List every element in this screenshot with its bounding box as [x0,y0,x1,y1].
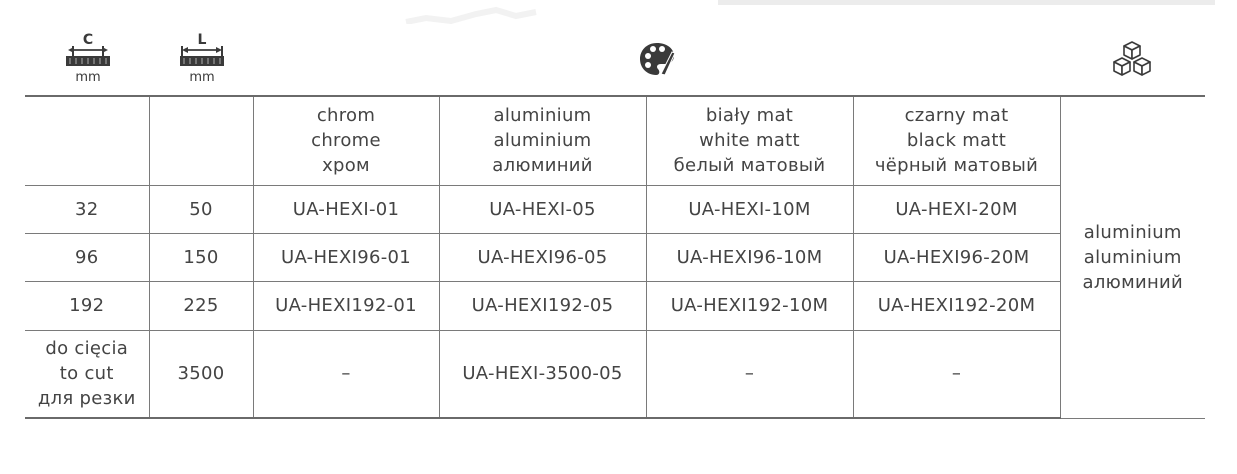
l-value: 225 [149,281,253,330]
code-aluminium: UA-HEXI-3500-05 [439,330,646,418]
code-aluminium: UA-HEXI96-05 [439,233,646,281]
faint-logo-fragment [396,0,546,24]
header-finish-chrome: chrom chrome хром [253,96,439,185]
code-black-matt: UA-HEXI-20M [853,185,1060,233]
c-dimension-icon [64,30,112,74]
spec-table [25,95,1205,419]
l-unit-label: mm [189,70,215,85]
c-unit-label: mm [75,70,101,85]
code-black-matt: – [853,330,1060,418]
header-finish-white-matt: biały mat white matt белый матовый [646,96,853,185]
c-value: do cięcia to cut для резки [25,330,149,418]
code-chrome: – [253,330,439,418]
header-row [25,96,1205,185]
cubes-icon [1110,40,1154,80]
code-aluminium: UA-HEXI-05 [439,185,646,233]
material-cell: aluminium aluminium алюминий [1060,96,1205,418]
code-white-matt: UA-HEXI96-10M [646,233,853,281]
l-value: 3500 [149,330,253,418]
code-chrome: UA-HEXI192-01 [253,281,439,330]
l-value: 50 [149,185,253,233]
code-chrome: UA-HEXI96-01 [253,233,439,281]
code-chrome: UA-HEXI-01 [253,185,439,233]
code-white-matt: – [646,330,853,418]
c-letter: C [82,32,94,48]
table-row [25,330,1205,418]
l-letter: L [197,32,207,48]
l-value: 150 [149,233,253,281]
code-black-matt: UA-HEXI96-20M [853,233,1060,281]
header-empty-c [25,96,149,185]
table-row [25,281,1205,330]
c-value: 192 [25,281,149,330]
c-value: 96 [25,233,149,281]
header-empty-l [149,96,253,185]
code-aluminium: UA-HEXI192-05 [439,281,646,330]
header-finish-aluminium: aluminium aluminium алюминий [439,96,646,185]
c-value: 32 [25,185,149,233]
table-row [25,185,1205,233]
l-dimension-icon [178,30,226,74]
code-white-matt: UA-HEXI192-10M [646,281,853,330]
code-white-matt: UA-HEXI-10M [646,185,853,233]
table-row [25,233,1205,281]
palette-icon [638,40,676,78]
top-gray-bar [718,0,1215,5]
header-finish-black-matt: czarny mat black matt чёрный матовый [853,96,1060,185]
code-black-matt: UA-HEXI192-20M [853,281,1060,330]
